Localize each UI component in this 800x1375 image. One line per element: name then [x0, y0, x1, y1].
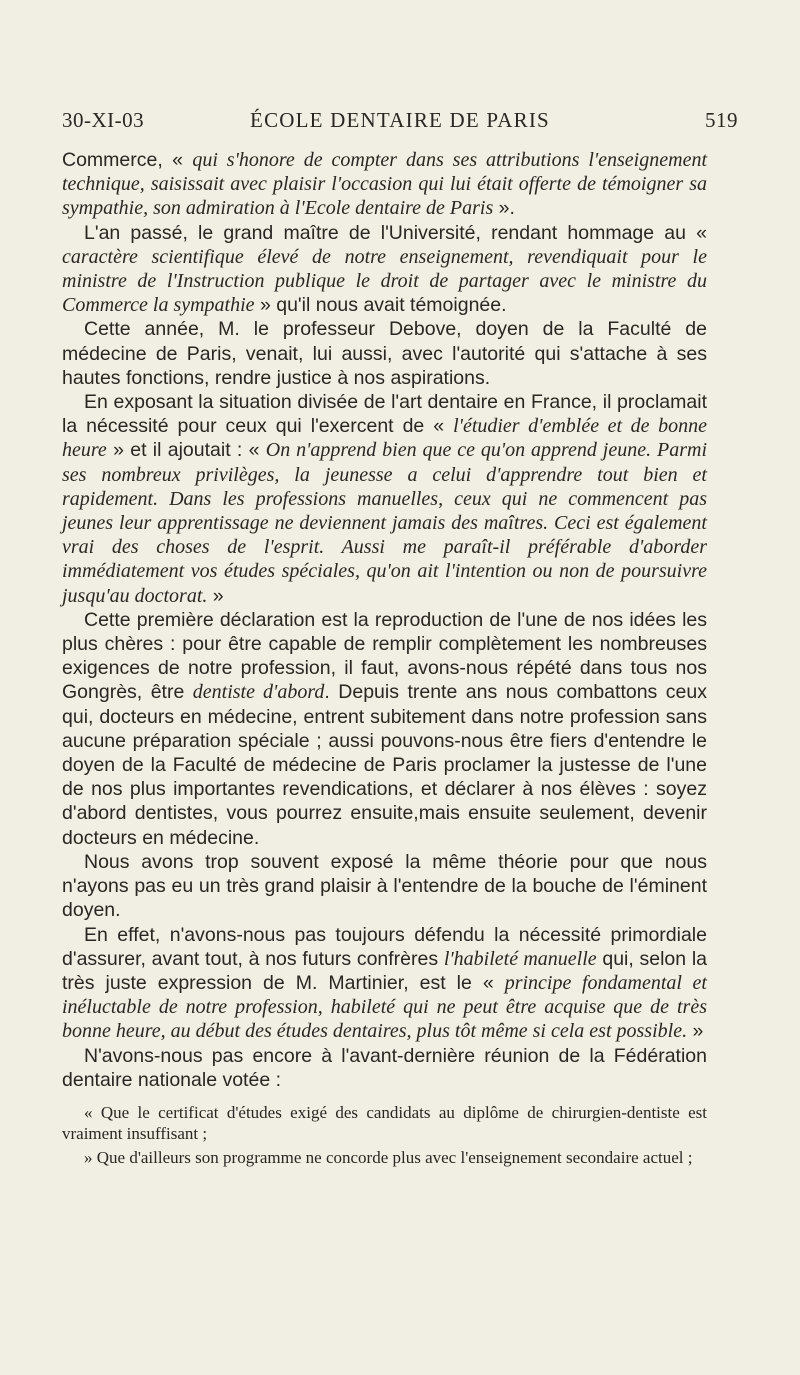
paragraph-4: [62, 390, 707, 608]
quote-line-2: » Que d'ailleurs son programme ne concorde plus avec l'enseignement secondaire actuel ;: [84, 1147, 693, 1167]
paragraph-1: [62, 148, 707, 221]
p5-text-2: . Depuis trente ans nous combattons ceux qui, docteurs en médecine, entrent subitement dans notre profession sans aucune préparation spéciale ; aussi pouvons-nous être fiers d'entendre le doyen de la Faculté de médecine de Paris proclamer la justesse de l'une de nos plus importantes revendications, et déclarer à nos élèves : soyez d'abord dentistes, vous pourrez ensuite,mais ensuite seulement, devenir docteurs en médecine.: [62, 681, 707, 849]
p1-italic-1: qui s'honore de compter dans ses attributions l'enseignement technique, saisissait avec plaisir l'occasion qui lui était offerte de témoigner sa sympathie, son admiration à l'Ecole dentaire de Paris: [62, 149, 707, 220]
header-date: 30-XI-03: [62, 108, 145, 132]
p5-text-1: Cette première déclaration est la reproduction de l'une de nos idées les plus chères : pour être capable de remplir complètement les nombreuses exigences de notre profession, il faut, avons-nous répété dans tous nos Gongrès, être: [62, 608, 707, 704]
p2-italic-1: caractère scientifique élevé de notre enseignement, revendiquait pour le ministre de l'Instruction publique le droit de partager avec le ministre du Commerce la sympathie: [62, 245, 707, 317]
p7-text-1: En effet, n'avons-nous pas toujours défendu la nécessité primordiale d'assurer, avant tout, à nos futurs confrères: [62, 923, 707, 970]
p7-italic-2: principe fondamental et inéluctable de notre profession, habileté qui ne peut être acquise que de très bonne heure, au début des études dentaires, plus tôt même si cela est possible.: [62, 971, 707, 1043]
paragraph-6: Nous avons trop souvent exposé la même théorie pour que nous n'ayons pas eu un très grand plaisir à l'entendre de la bouche de l'éminent doyen.: [62, 850, 707, 922]
p4-italic-2: On n'apprend bien que ce qu'on apprend jeune. Parmi ses nombreux privilèges, la jeunesse a celui d'apprendre tout bien et rapidement. Dans les professions manuelles, ceux qui ne commencent pas jeunes leur apprentissage ne deviennent jamais des maîtres. Ceci est également vrai des choses de l'esprit. Aussi me paraît-il préférable d'aborder immédiatement vos études spéciales, qu'on ait l'intention ou non de poursuivre jusqu'au doctorat.: [62, 439, 707, 607]
paragraph-5: [62, 608, 707, 850]
p1-text-2: ».: [493, 197, 515, 220]
quote-line-1: « Que le certificat d'études exigé des candidats au diplôme de chirurgien-dentiste est vraiment insuffisant ;: [62, 1102, 707, 1144]
p4-text-2: » et il ajoutait : «: [106, 439, 266, 462]
p4-text-3: »: [207, 584, 224, 607]
p4-italic-1: l'étudier d'emblée et de bonne heure: [62, 415, 707, 462]
paragraph-2: [62, 221, 707, 318]
p1-text-1: Commerce, «: [62, 149, 193, 171]
paragraph-7: [62, 923, 707, 1044]
header-page-number: 519: [705, 108, 738, 132]
p7-text-3: »: [687, 1020, 704, 1043]
paragraph-3: Cette année, M. le professeur Debove, doyen de la Faculté de médecine de Paris, venait, lui aussi, avec l'autorité qui s'attache à ses hautes fonctions, rendre justice à nos aspirations.: [62, 318, 707, 389]
p4-text-1: En exposant la situation divisée de l'art dentaire en France, il proclamait la nécessité pour ceux qui l'exercent de «: [62, 391, 707, 438]
body-text: [62, 148, 707, 1170]
p5-italic-1: dentiste d'abord: [192, 681, 325, 704]
p7-text-2: qui, selon la très juste expression de M. Martinier, est le «: [62, 947, 707, 994]
paragraph-8: N'avons-nous pas encore à l'avant-dernière réunion de la Fédération dentaire nationale votée :: [62, 1044, 707, 1091]
p7-italic-1: l'habileté manuelle: [443, 947, 597, 970]
header-journal-title: ÉCOLE DENTAIRE DE PARIS: [250, 108, 550, 132]
p2-text-2: » qu'il nous avait témoignée.: [254, 294, 507, 317]
p2-text-1: L'an passé, le grand maître de l'Université, rendant hommage au «: [84, 221, 707, 244]
block-quote: [62, 1102, 707, 1169]
